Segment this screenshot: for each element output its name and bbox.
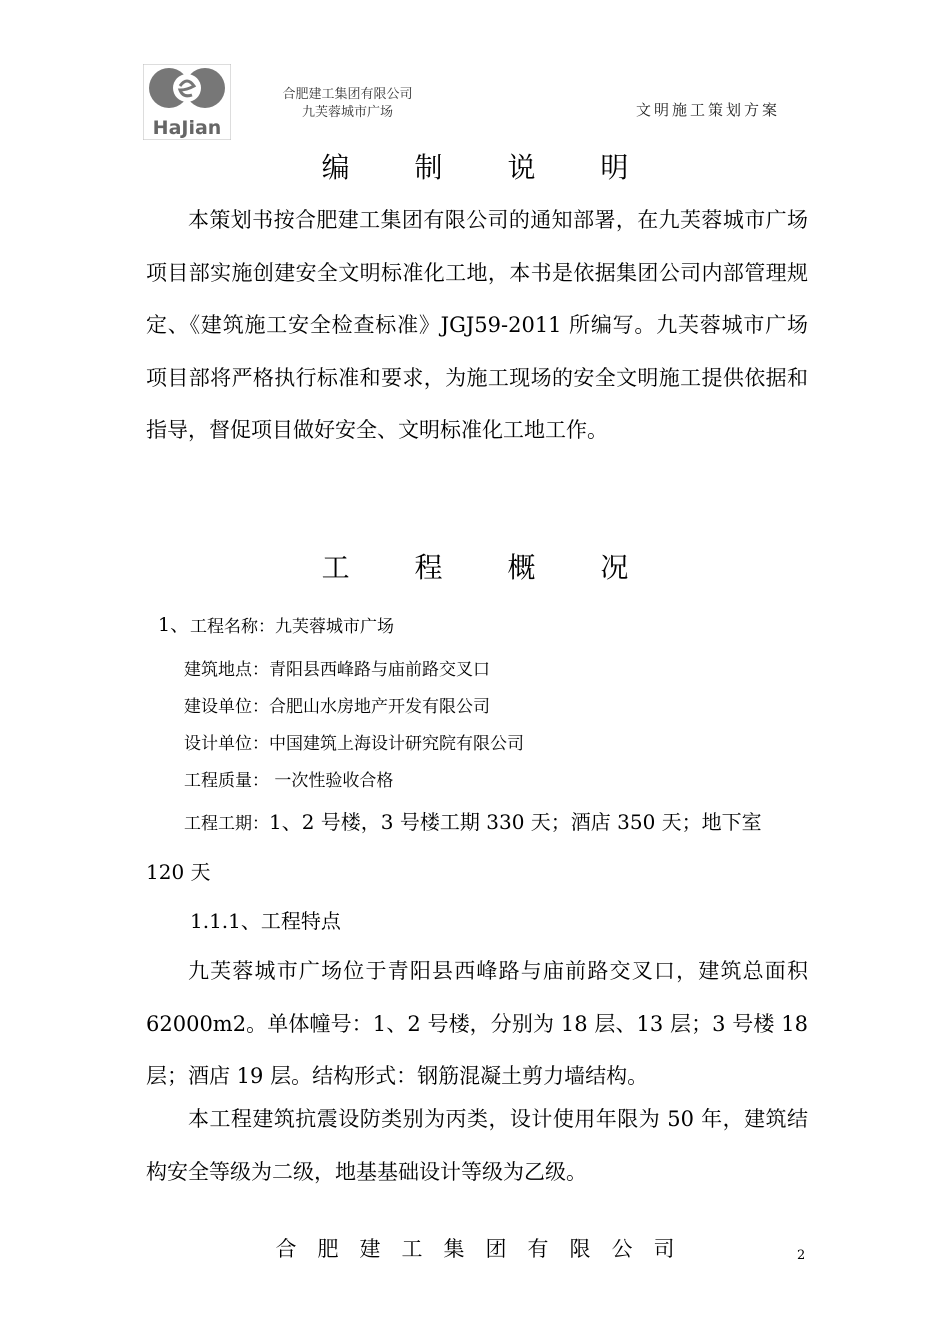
hajian-logo-icon: [143, 64, 231, 140]
duration-label: 工程工期：: [184, 814, 269, 834]
quality-line: 工程质量： 一次性验收合格: [184, 771, 394, 791]
owner-line: 建设单位：合肥山水房地产开发有限公司: [184, 697, 490, 717]
preparation-paragraph: 本策划书按合肥建工集团有限公司的通知部署，在九芙蓉城市广场项目部实施创建安全文明标准化工地，本书是依据集团公司内部管理规定、《建筑施工安全检查标准》JGJ59-2011 所编写。九芙蓉城市广场项目部将严格执行标准和要求，为施工现场的安全文明施工提供依据和指导，督促项目做好安全、文明标准化工地工作。: [146, 208, 808, 442]
duration-value: 1、2 号楼，3 号楼工期 330 天；酒店 350 天；地下室: [269, 810, 762, 834]
project-name-line: 工程名称：九芙蓉城市广场: [190, 617, 394, 637]
duration-line: [184, 806, 808, 835]
header-project-name: 九芙蓉城市广场: [301, 105, 393, 120]
designer-line: 设计单位：中国建筑上海设计研究院有限公司: [184, 734, 524, 754]
section-title-overview: 工 程 概 况: [321, 551, 657, 584]
company-logo: [143, 64, 231, 140]
header-company-block: [260, 86, 435, 122]
location-line: 建筑地点：青阳县西峰路与庙前路交叉口: [184, 660, 490, 680]
section-title-preparation: 编 制 说 明: [321, 151, 657, 184]
footer-company-name: 合肥建工集团有限公司: [275, 1237, 696, 1261]
header-doc-title: 文明施工策划方案: [636, 101, 781, 119]
header-company-name: 合肥建工集团有限公司: [282, 87, 413, 102]
duration-continued: 120 天: [146, 860, 211, 884]
logo-text: HaJian: [152, 117, 222, 139]
page-number: 2: [797, 1248, 806, 1263]
item-number: 1、: [158, 614, 190, 636]
subsection-title-features: 1.1.1、工程特点: [190, 909, 341, 933]
features-paragraph-2: 本工程建筑抗震设防类别为丙类，设计使用年限为 50 年，建筑结构安全等级为二级，地基基础设计等级为乙级。: [146, 1107, 808, 1184]
features-paragraph-1: 九芙蓉城市广场位于青阳县西峰路与庙前路交叉口，建筑总面积62000m2。单体幢号：1、2 号楼，分别为 18 层、13 层；3 号楼 18 层；酒店 19 层。结构形式：钢筋混凝土剪力墙结构。: [146, 959, 808, 1088]
